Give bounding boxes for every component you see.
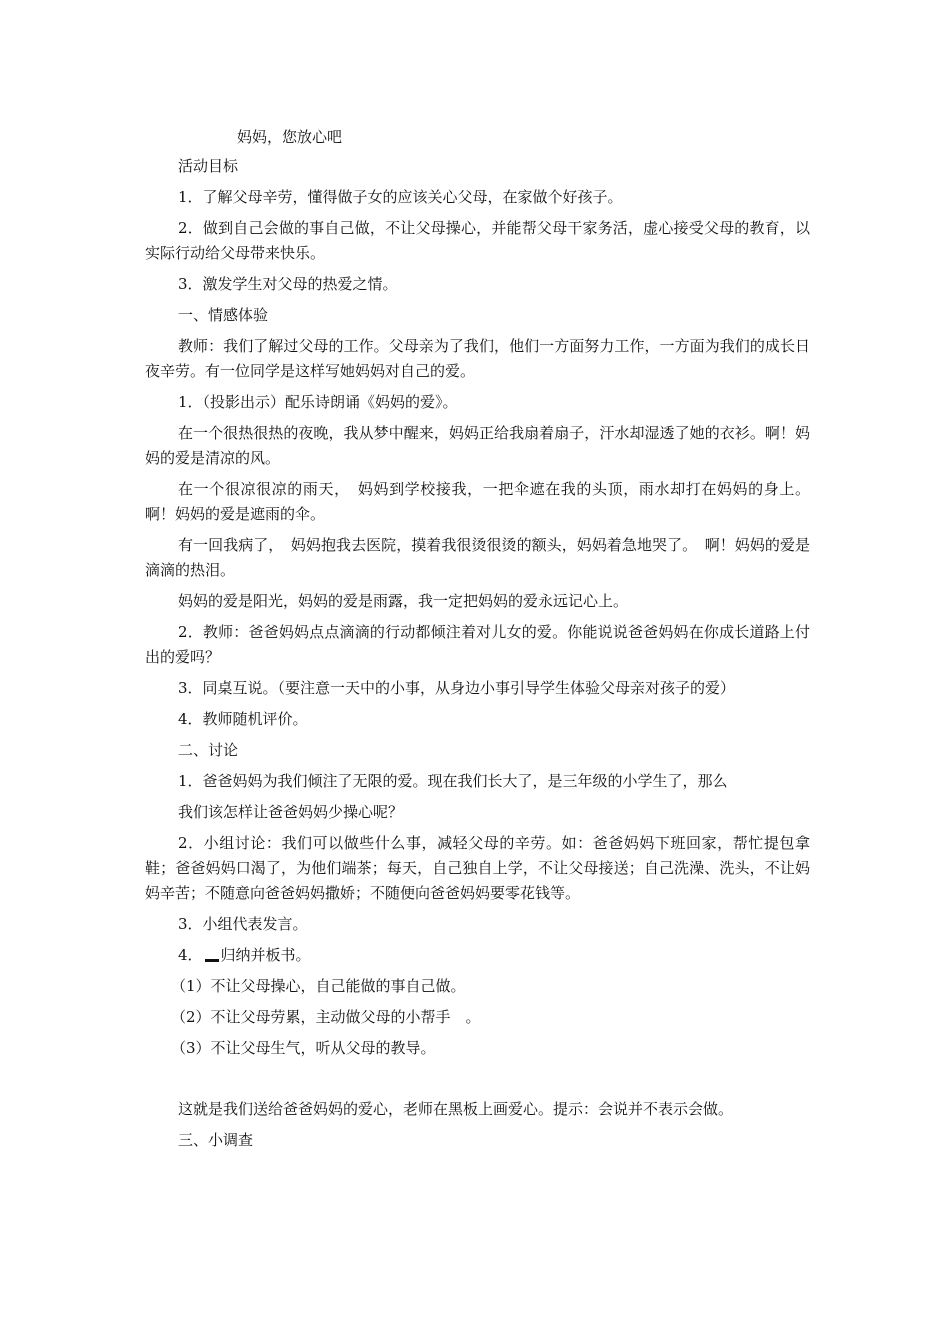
section-heading-3: 三、小调查 <box>178 1131 254 1149</box>
activity-item-3: 3．同桌互说。（要注意一天中的小事，从身边小事引导学生体验父母亲对孩子的爱） <box>178 679 736 697</box>
goal-item-1: 1．了解父母辛劳，懂得做子女的应该关心父母，在家做个好孩子。 <box>178 188 623 206</box>
discussion-item-4 <box>145 943 810 968</box>
discussion-item-1a: 1．爸爸妈妈为我们倾注了无限的爱。现在我们长大了，是三年级的小学生了，那么 <box>178 772 728 790</box>
section-heading-1: 一、情感体验 <box>178 306 269 324</box>
goals-heading: 活动目标 <box>178 157 239 175</box>
activity-item-4: 4．教师随机评价。 <box>178 710 308 728</box>
page-title: 妈妈，您放心吧 <box>237 128 343 146</box>
closing-paragraph: 这就是我们送给爸爸妈妈的爱心，老师在黑板上画爱心。提示：会说并不表示会做。 <box>178 1100 734 1118</box>
discussion-item-4-text: 归纳并板书。 <box>220 946 311 964</box>
teacher-paragraph: 教师：我们了解过父母的工作。父母亲为了我们，他们一方面努力工作，一方面为我们的成长日夜辛劳。有一位同学是这样写她妈妈对自己的爱。 <box>145 337 810 380</box>
poem-stanza-1: 在一个很热很热的夜晚，我从梦中醒来，妈妈正给我扇着扇子，汗水却湿透了她的衣衫。啊！妈妈的爱是清凉的风。 <box>145 424 810 467</box>
poem-stanza-3: 有一回我病了， 妈妈抱我去医院，摸着我很烫很烫的额头，妈妈着急地哭了。 啊！妈妈的爱是滴滴的热泪。 <box>145 536 810 579</box>
spacer <box>145 1067 810 1097</box>
discussion-item-4-number: 4． <box>178 946 203 964</box>
document-body <box>145 124 810 1159</box>
discussion-item-3: 3．小组代表发言。 <box>178 915 308 933</box>
section-heading-2: 二、讨论 <box>178 741 239 759</box>
discussion-item-1b: 我们该怎样让爸爸妈妈少操心呢？ <box>178 803 404 821</box>
poem-stanza-4: 妈妈的爱是阳光，妈妈的爱是雨露，我一定把妈妈的爱永远记心上。 <box>178 592 629 610</box>
board-note-2: （2）不让父母劳累，主动做父母的小帮手 。 <box>171 1008 481 1026</box>
goal-item-3: 3．激发学生对父母的热爱之情。 <box>178 275 398 293</box>
poem-stanza-2: 在一个很凉很凉的雨天， 妈妈到学校接我，一把伞遮在我的头顶，雨水却打在妈妈的身上。啊！妈妈的爱是遮雨的伞。 <box>145 480 810 523</box>
board-note-1: （1）不让父母操心，自己能做的事自己做。 <box>171 977 466 995</box>
activity-item-1: 1．（投影出示）配乐诗朗诵《妈妈的爱》。 <box>178 393 458 411</box>
goal-item-2: 2．做到自己会做的事自己做，不让父母操心，并能帮父母干家务活，虚心接受父母的教育，以实际行动给父母带来快乐。 <box>145 219 810 262</box>
board-note-3: （3）不让父母生气，听从父母的教导。 <box>171 1039 436 1057</box>
activity-item-2: 2．教师：爸爸妈妈点点滴滴的行动都倾注着对儿女的爱。你能说说爸爸妈妈在你成长道路上付出的爱吗？ <box>145 623 810 666</box>
underscore-mark <box>205 955 219 962</box>
discussion-item-2: 2．小组讨论：我们可以做些什么事，减轻父母的辛劳。如：爸爸妈妈下班回家，帮忙提包拿鞋；爸爸妈妈口渴了，为他们端茶；每天，自己独自上学，不让父母接送；自己洗澡、洗头，不让妈妈辛苦；不随意向爸爸妈妈撒娇；不随便向爸爸妈妈要零花钱等。 <box>145 834 810 902</box>
